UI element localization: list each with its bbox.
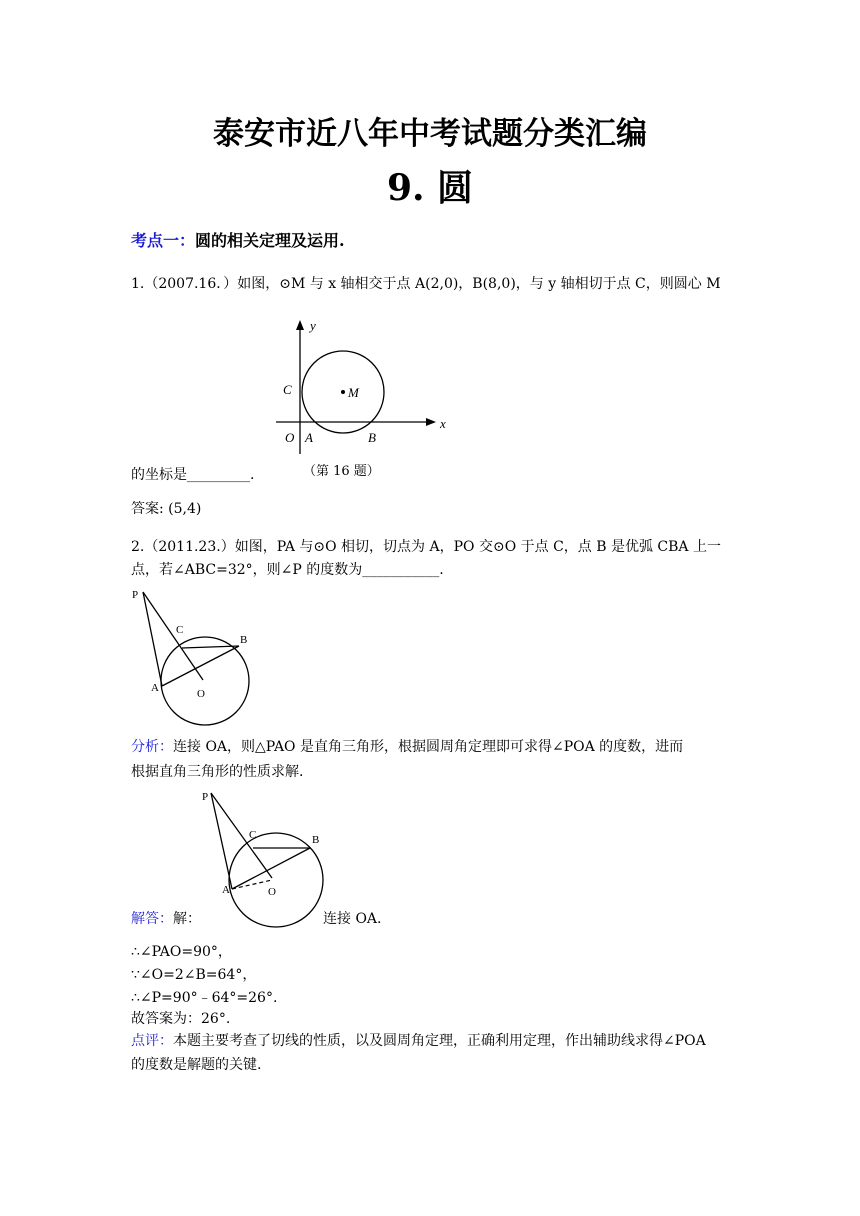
center-point xyxy=(341,390,345,394)
label-b: B xyxy=(240,634,248,646)
q2-analysis-line1 xyxy=(131,736,683,758)
q2-analysis-line2: 根据直角三角形的性质求解. xyxy=(131,764,304,780)
label-b: B xyxy=(368,430,376,445)
solution-step-2: ∵∠O=2∠B=64°， xyxy=(131,967,257,983)
solution-pre: 解： xyxy=(173,911,201,927)
solution-post: 连接 OA. xyxy=(323,911,382,927)
q2-text-line1: 2.（2011.23.）如图，PA 与⊙O 相切，切点为 A，PO 交⊙O 于点 C，点 B 是优弧 CBA 上一 xyxy=(131,539,721,555)
analysis-text-1: 连接 OA，则△PAO 是直角三角形，根据圆周角定理即可求得∠POA 的度数，进而 xyxy=(173,739,684,755)
solution-step-3: ∴∠P=90°﹣64°=26°. xyxy=(131,990,278,1006)
label-c: C xyxy=(176,624,184,636)
q2-text-line2: 点，若∠ABC=32°，则∠P 的度数为___________. xyxy=(131,562,444,578)
comment-label: 点评： xyxy=(131,1033,173,1049)
label-a: A xyxy=(222,884,230,896)
section-heading xyxy=(131,228,345,251)
label-p: P xyxy=(202,791,209,803)
q2-answer: 故答案为：26°. xyxy=(131,1011,231,1027)
q1-text-line2: 的坐标是_________. xyxy=(131,467,255,483)
circle-o xyxy=(161,637,249,725)
q2-solution-figure xyxy=(198,786,328,928)
section-text: 圆的相关定理及运用. xyxy=(195,231,345,250)
q2-solution-line xyxy=(131,908,201,930)
label-o: O xyxy=(285,430,295,445)
label-p: P xyxy=(132,589,139,601)
label-o: O xyxy=(197,688,205,700)
label-m: M xyxy=(348,385,359,400)
label-y: y xyxy=(310,318,316,333)
q1-text-line1: 1.（2007.16．）如图，⊙M 与 x 轴相交于点 A(2,0)，B(8,0)，与 y 轴相切于点 C，则圆心 M xyxy=(131,276,721,292)
line-ab xyxy=(232,848,310,889)
x-axis-arrow xyxy=(426,418,436,426)
line-cb xyxy=(182,646,239,648)
chapter-title: 9. 圆 xyxy=(386,167,474,209)
label-o: O xyxy=(268,886,276,898)
comment-text-1: 本题主要考查了切线的性质，以及圆周角定理，正确利用定理，作出辅助线求得∠POA xyxy=(173,1033,706,1049)
q1-figure-caption: （第 16 题） xyxy=(303,464,380,479)
label-x: x xyxy=(440,416,446,431)
page-title: 泰安市近八年中考试题分类汇编 xyxy=(213,116,647,152)
label-a: A xyxy=(151,682,159,694)
label-b: B xyxy=(312,834,320,846)
label-c: C xyxy=(283,382,292,397)
line-oa-dashed xyxy=(232,880,272,889)
section-label: 考点一： xyxy=(131,231,196,250)
analysis-label: 分析： xyxy=(131,739,173,755)
line-ab xyxy=(162,646,239,686)
label-c: C xyxy=(249,829,257,841)
solution-label: 解答： xyxy=(131,911,173,927)
q2-figure xyxy=(126,586,260,728)
q1-answer: 答案: (5,4) xyxy=(131,501,202,517)
circle-o xyxy=(229,833,323,927)
q2-comment-line2: 的度数是解题的关键. xyxy=(131,1057,262,1073)
y-axis-arrow xyxy=(296,320,304,330)
solution-step-1: ∴∠PAO=90°， xyxy=(131,944,232,960)
q2-comment-line1 xyxy=(131,1030,706,1052)
label-a: A xyxy=(305,430,313,445)
q1-figure xyxy=(266,314,466,464)
